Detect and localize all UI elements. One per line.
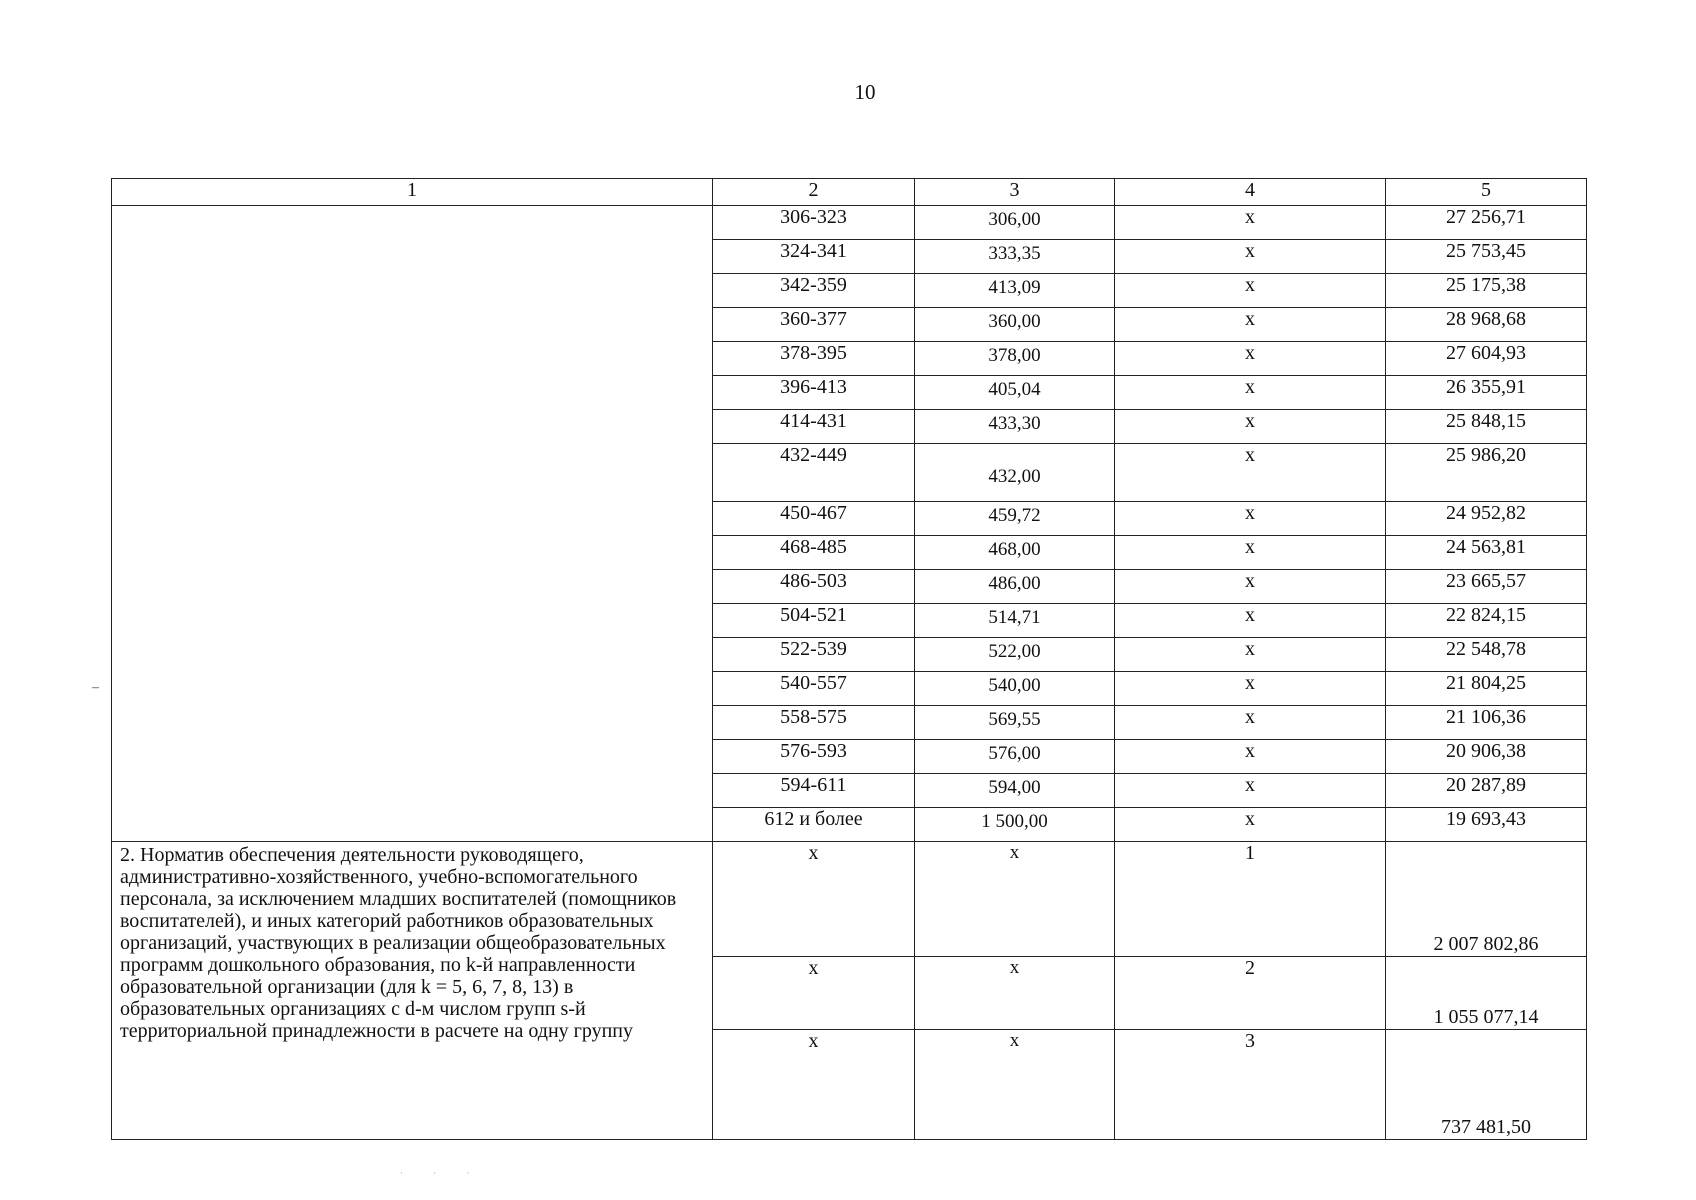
cell-c4: х <box>1115 274 1386 308</box>
cell-c2: х <box>713 1030 915 1140</box>
cell-c3: 540,00 <box>915 672 1115 706</box>
cell-c3: 306,00 <box>915 206 1115 240</box>
cell-c2: 540-557 <box>713 672 915 706</box>
data-table <box>111 178 1587 1140</box>
cell-c5: 26 355,91 <box>1386 376 1587 410</box>
cell-c4: х <box>1115 410 1386 444</box>
cell-c5: 25 175,38 <box>1386 274 1587 308</box>
cell-c5: 22 548,78 <box>1386 638 1587 672</box>
cell-c2: 576-593 <box>713 740 915 774</box>
cell-c2: 432-449 <box>713 444 915 502</box>
cell-c4: х <box>1115 774 1386 808</box>
cell-c4: х <box>1115 638 1386 672</box>
norm-description: 2. Норматив обеспечения деятельности руководящего, административно-хозяйственного, учебно-вспомогательного персонала, за исключением младших воспитателей (помощников воспитателей), и иных категорий работников образовательных организаций, участвующих в реализации общеобразовательных программ дошкольного образования, по k-й направленности образовательной организации (для k = 5, 6, 7, 8, 13) в образовательных организациях с d-м числом групп s-й территориальной принадлежности в расчете на одну группу <box>112 842 713 1140</box>
scan-specks: · · · <box>400 1168 484 1178</box>
table-row <box>112 206 1587 240</box>
cell-c3: 522,00 <box>915 638 1115 672</box>
cell-c5: 24 563,81 <box>1386 536 1587 570</box>
empty-description-cell <box>112 206 713 842</box>
cell-c3: 514,71 <box>915 604 1115 638</box>
cell-c4: 2 <box>1115 957 1386 1030</box>
cell-c3: 432,00 <box>915 444 1115 502</box>
cell-c4: х <box>1115 706 1386 740</box>
cell-c5: 19 693,43 <box>1386 808 1587 842</box>
header-cell: 1 <box>112 179 713 206</box>
cell-c2: х <box>713 842 915 957</box>
cell-c4: 1 <box>1115 842 1386 957</box>
cell-c4: х <box>1115 570 1386 604</box>
cell-c2: 468-485 <box>713 536 915 570</box>
header-cell: 2 <box>713 179 915 206</box>
cell-c3: 405,04 <box>915 376 1115 410</box>
cell-c5: 25 986,20 <box>1386 444 1587 502</box>
cell-c5: 27 604,93 <box>1386 342 1587 376</box>
cell-c4: х <box>1115 308 1386 342</box>
cell-c2: 450-467 <box>713 502 915 536</box>
cell-c2: 360-377 <box>713 308 915 342</box>
cell-c3: 413,09 <box>915 274 1115 308</box>
margin-mark: – <box>92 680 99 695</box>
cell-c4: х <box>1115 740 1386 774</box>
cell-c3: 1 500,00 <box>915 808 1115 842</box>
cell-c3: х <box>915 957 1115 1030</box>
cell-c3: 333,35 <box>915 240 1115 274</box>
cell-c2: 342-359 <box>713 274 915 308</box>
cell-c3: 569,55 <box>915 706 1115 740</box>
cell-c5: 28 968,68 <box>1386 308 1587 342</box>
cell-c2: 594-611 <box>713 774 915 808</box>
page-number: 10 <box>854 80 876 104</box>
cell-c2: 522-539 <box>713 638 915 672</box>
cell-c5: 22 824,15 <box>1386 604 1587 638</box>
cell-c2: 396-413 <box>713 376 915 410</box>
cell-c5: 1 055 077,14 <box>1386 957 1587 1030</box>
cell-c3: 360,00 <box>915 308 1115 342</box>
header-row <box>112 179 1587 206</box>
cell-c4: х <box>1115 808 1386 842</box>
header-cell: 3 <box>915 179 1115 206</box>
cell-c4: х <box>1115 502 1386 536</box>
cell-c4: х <box>1115 342 1386 376</box>
cell-c4: х <box>1115 376 1386 410</box>
cell-c4: х <box>1115 444 1386 502</box>
cell-c3: 486,00 <box>915 570 1115 604</box>
cell-c2: х <box>713 957 915 1030</box>
cell-c2: 486-503 <box>713 570 915 604</box>
cell-c2: 558-575 <box>713 706 915 740</box>
cell-c3: 459,72 <box>915 502 1115 536</box>
cell-c2: 324-341 <box>713 240 915 274</box>
cell-c3: х <box>915 1030 1115 1140</box>
cell-c2: 378-395 <box>713 342 915 376</box>
cell-c5: 21 804,25 <box>1386 672 1587 706</box>
norm-row <box>112 842 1587 957</box>
cell-c5: 737 481,50 <box>1386 1030 1587 1140</box>
cell-c2: 504-521 <box>713 604 915 638</box>
cell-c5: 25 848,15 <box>1386 410 1587 444</box>
cell-c5: 2 007 802,86 <box>1386 842 1587 957</box>
cell-c5: 20 906,38 <box>1386 740 1587 774</box>
cell-c2: 612 и более <box>713 808 915 842</box>
header-cell: 5 <box>1386 179 1587 206</box>
cell-c3: 433,30 <box>915 410 1115 444</box>
cell-c5: 25 753,45 <box>1386 240 1587 274</box>
cell-c5: 24 952,82 <box>1386 502 1587 536</box>
cell-c5: 23 665,57 <box>1386 570 1587 604</box>
cell-c5: 27 256,71 <box>1386 206 1587 240</box>
cell-c4: х <box>1115 206 1386 240</box>
cell-c3: 594,00 <box>915 774 1115 808</box>
cell-c4: х <box>1115 240 1386 274</box>
cell-c4: х <box>1115 672 1386 706</box>
cell-c4: х <box>1115 604 1386 638</box>
cell-c5: 20 287,89 <box>1386 774 1587 808</box>
cell-c3: х <box>915 842 1115 957</box>
header-cell: 4 <box>1115 179 1386 206</box>
cell-c4: 3 <box>1115 1030 1386 1140</box>
cell-c3: 576,00 <box>915 740 1115 774</box>
cell-c5: 21 106,36 <box>1386 706 1587 740</box>
cell-c4: х <box>1115 536 1386 570</box>
cell-c3: 378,00 <box>915 342 1115 376</box>
cell-c3: 468,00 <box>915 536 1115 570</box>
cell-c2: 414-431 <box>713 410 915 444</box>
cell-c2: 306-323 <box>713 206 915 240</box>
